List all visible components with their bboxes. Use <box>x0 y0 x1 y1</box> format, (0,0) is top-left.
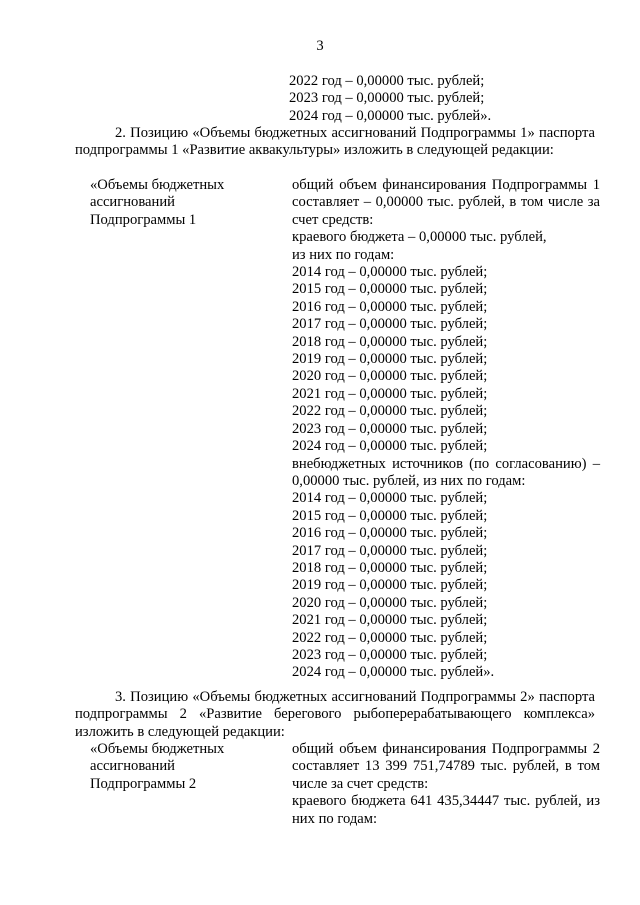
section-2-paragraph <box>75 125 595 160</box>
funding-line: краевого бюджета – 0,00000 тыс. рублей, <box>292 229 547 246</box>
section-3-label <box>90 741 280 793</box>
year-line: 2023 год – 0,00000 тыс. рублей; <box>289 90 485 107</box>
section-3-paragraph <box>75 689 595 741</box>
extrabudget-line: 2024 год – 0,00000 тыс. рублей». <box>292 664 495 681</box>
funding-line: 2018 год – 0,00000 тыс. рублей; <box>292 333 488 350</box>
section-2-funding <box>292 177 600 682</box>
page-number: 3 <box>316 38 324 54</box>
funding-regional: краевого бюджета 641 435,34447 тыс. рублей, из них по годам: <box>292 793 600 827</box>
year-line: 2024 год – 0,00000 тыс. рублей». <box>289 107 492 124</box>
continued-year-list <box>289 73 491 125</box>
section-2-label <box>90 177 280 229</box>
extrabudget-intro: внебюджетных источников (по согласованию) – 0,00000 тыс. рублей, из них по годам: <box>292 455 600 489</box>
label-line: «Объемы бюджетных <box>90 177 225 193</box>
label-line: ассигнований <box>90 194 175 211</box>
section-3-funding <box>292 741 600 828</box>
funding-line: 2019 год – 0,00000 тыс. рублей; <box>292 351 488 368</box>
funding-line: 2015 год – 0,00000 тыс. рублей; <box>292 281 488 298</box>
section-2-text: 2. Позицию «Объемы бюджетных ассигнований Подпрограммы 1» паспорта подпрограммы 1 «Развитие аквакультуры» изложить в следующей редакции: <box>75 125 595 159</box>
funding-line: 2023 год – 0,00000 тыс. рублей; <box>292 420 488 437</box>
extrabudget-line: 2018 год – 0,00000 тыс. рублей; <box>292 559 488 576</box>
extrabudget-line: 2021 год – 0,00000 тыс. рублей; <box>292 612 488 629</box>
extrabudget-line: 2015 год – 0,00000 тыс. рублей; <box>292 507 488 524</box>
funding-line: 2020 год – 0,00000 тыс. рублей; <box>292 368 488 385</box>
funding-line: 2014 год – 0,00000 тыс. рублей; <box>292 264 488 281</box>
funding-line: 2024 год – 0,00000 тыс. рублей; <box>292 438 488 455</box>
extrabudget-line: 2016 год – 0,00000 тыс. рублей; <box>292 525 488 542</box>
extrabudget-line: 2019 год – 0,00000 тыс. рублей; <box>292 577 488 594</box>
extrabudget-line: 2014 год – 0,00000 тыс. рублей; <box>292 490 488 507</box>
label-line: «Объемы бюджетных <box>90 741 225 757</box>
label-line: Подпрограммы 1 <box>90 211 197 228</box>
section-3-text: 3. Позицию «Объемы бюджетных ассигнований Подпрограммы 2» паспорта подпрограммы 2 «Развитие берегового рыбоперерабатывающего комплекса» изложить в следующей редакции: <box>75 689 595 740</box>
extrabudget-line: 2023 год – 0,00000 тыс. рублей; <box>292 646 488 663</box>
funding-line: 2022 год – 0,00000 тыс. рублей; <box>292 403 488 420</box>
funding-line: 2021 год – 0,00000 тыс. рублей; <box>292 385 488 402</box>
extrabudget-line: 2020 год – 0,00000 тыс. рублей; <box>292 594 488 611</box>
funding-line: из них по годам: <box>292 246 395 263</box>
funding-line: 2016 год – 0,00000 тыс. рублей; <box>292 298 488 315</box>
label-line: ассигнований <box>90 758 175 775</box>
funding-line: 2017 год – 0,00000 тыс. рублей; <box>292 316 488 333</box>
funding-intro: общий объем финансирования Подпрограммы 1 составляет – 0,00000 тыс. рублей, в том числе за счет средств: <box>292 177 600 228</box>
extrabudget-line: 2017 год – 0,00000 тыс. рублей; <box>292 542 488 559</box>
extrabudget-line: 2022 год – 0,00000 тыс. рублей; <box>292 629 488 646</box>
year-line: 2022 год – 0,00000 тыс. рублей; <box>289 73 485 89</box>
funding-intro: общий объем финансирования Подпрограммы 2 составляет 13 399 751,74789 тыс. рублей, в том числе за счет средств: <box>292 741 600 792</box>
label-line: Подпрограммы 2 <box>90 775 197 792</box>
